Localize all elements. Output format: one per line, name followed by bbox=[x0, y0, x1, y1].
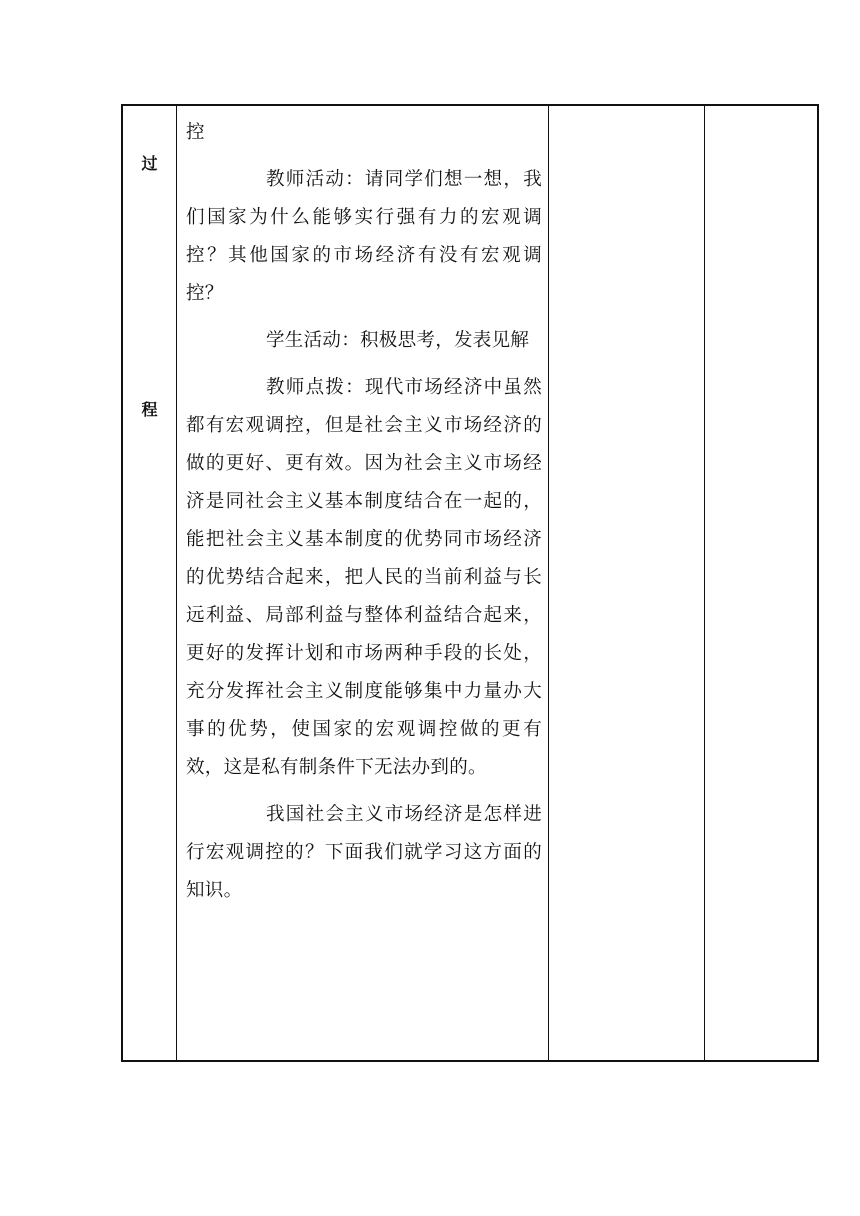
stage-cell bbox=[122, 105, 177, 1061]
empty-cell-1 bbox=[549, 105, 705, 1061]
paragraph-teacher-activity: 教师活动：请同学们想一想，我们国家为什么能够实行强有力的宏观调控？其他国家的市场经济有没有宏观调控？ bbox=[186, 169, 542, 304]
paragraph-continuation: 控 bbox=[186, 122, 205, 143]
paragraph-student-activity: 学生活动：积极思考，发表见解 bbox=[266, 330, 530, 351]
empty-cell-2 bbox=[705, 105, 819, 1061]
paragraph-teacher-guidance: 教师点拨：现代市场经济中虽然都有宏观调控，但是社会主义市场经济的做的更好、更有效。因为社会主义市场经济是同社会主义基本制度结合在一起的，能把社会主义基本制度的优势同市场经济的优势结合起来，把人民的当前利益与长远利益、局部利益与整体利益结合起来，更好的发挥计划和市场两种手段的长处，充分发挥社会主义制度能够集中力量办大事的优势，使国家的宏观调控做的更有效，这是私有制条件下无法办到的。 bbox=[186, 377, 542, 778]
lesson-plan-table bbox=[121, 104, 819, 1062]
table-row bbox=[122, 105, 818, 1061]
stage-label-top: 过 bbox=[141, 154, 158, 173]
content-cell bbox=[177, 105, 549, 1061]
stage-label-bottom: 程 bbox=[141, 400, 158, 419]
content-text bbox=[177, 106, 548, 910]
paragraph-transition: 我国社会主义市场经济是怎样进行宏观调控的？下面我们就学习这方面的知识。 bbox=[186, 804, 542, 901]
